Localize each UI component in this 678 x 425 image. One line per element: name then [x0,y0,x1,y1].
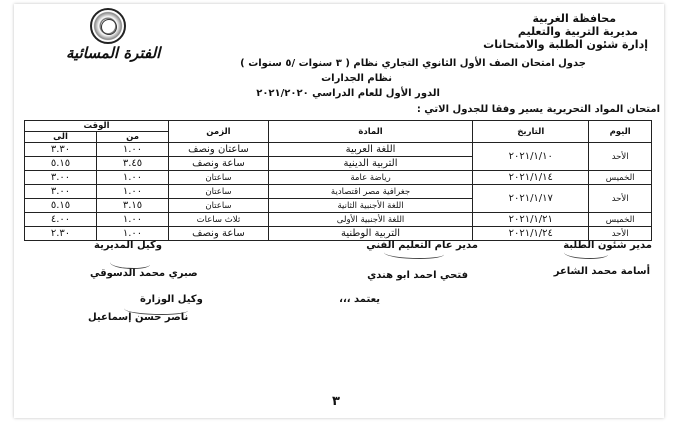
table-row [25,143,652,157]
header-to: الى [25,132,97,143]
to-cell: ٥.١٥ [25,157,97,171]
to-cell: ٣.٣٠ [25,143,97,157]
department-label: إدارة شئون الطلبة والامتحانات [483,38,648,51]
subject-cell: اللغة الأجنبية الأولى [268,213,472,227]
shift-label: الفترة المسائية [66,44,161,62]
subject-cell: التربية الدينية [268,157,472,171]
day-cell: الخميس [589,213,652,227]
students-director-name: أسامة محمد الشاعر [553,266,650,277]
directorate-deputy-name: صبري محمد الدسوقي [90,268,198,279]
duration-cell: ساعتان [169,185,269,199]
from-cell: ١.٠٠ [97,213,169,227]
day-cell: الأحد [589,143,652,171]
year-title: الدور الأول للعام الدراسي ٢٠٢١/٢٠٢٠ [256,88,440,99]
governorate-label: محافظة الغربية [532,12,616,25]
subject-cell: رياضة عامة [268,171,472,185]
table-row [25,227,652,241]
from-cell: ١.٠٠ [97,227,169,241]
technical-director-name: فتحي احمد ابو هندي [367,270,468,281]
technical-director-title: مدير عام التعليم الفني [366,240,478,251]
intro-text: امتحان المواد التحريرية يسير وفقا للجدول الاتي : [416,104,660,115]
date-cell: ٢٠٢١/١/١٠ [473,143,589,171]
header-from: من [97,132,169,143]
students-director-title: مدير شئون الطلبة [563,240,652,251]
header-day: اليوم [589,121,652,143]
header-subject: المادة [268,121,472,143]
to-cell: ٢.٣٠ [25,227,97,241]
table-row [25,185,652,199]
document-page [14,4,664,418]
duration-cell: ساعتان [169,199,269,213]
to-cell: ٣.٠٠ [25,185,97,199]
from-cell: ١.٠٠ [97,171,169,185]
day-cell: الأحد [589,185,652,213]
table-row [25,171,652,185]
date-cell: ٢٠٢١/١/٢١ [473,213,589,227]
header-time: الوقت [25,121,169,132]
from-cell: ٣.١٥ [97,199,169,213]
duration-cell: ساعتان [169,171,269,185]
table-row [25,213,652,227]
duration-cell: ثلاث ساعات [169,213,269,227]
subject-cell: اللغة العربية [268,143,472,157]
duration-cell: ساعة ونصف [169,227,269,241]
subject-cell: جغرافية مصر اقتصادية [268,185,472,199]
ministry-deputy-title: وكيل الوزارة [140,294,203,305]
date-cell: ٢٠٢١/١/٢٤ [473,227,589,241]
to-cell: ٣.٠٠ [25,171,97,185]
duration-cell: ساعتان ونصف [169,143,269,157]
from-cell: ١.٠٠ [97,143,169,157]
page-number: ٣ [332,394,340,409]
directorate-label: مديرية التربية والتعليم [517,25,638,38]
to-cell: ٥.١٥ [25,199,97,213]
header-date: التاريخ [473,121,589,143]
ministry-deputy-name: ناصر حسن إسماعيل [88,312,189,323]
approve-label: يعتمد ،،، [339,294,380,305]
emblem-icon [90,8,126,44]
system-title: نظام الجدارات [321,73,392,84]
subject-cell: التربية الوطنية [268,227,472,241]
date-cell: ٢٠٢١/١/١٤ [473,171,589,185]
header-duration: الزمن [169,121,269,143]
directorate-deputy-title: وكيل المديرية [94,240,162,251]
subject-cell: اللغة الأجنبية الثانية [268,199,472,213]
signature-mark [564,248,608,259]
from-cell: ١.٠٠ [97,185,169,199]
day-cell: الأحد [589,227,652,241]
from-cell: ٣.٤٥ [97,157,169,171]
to-cell: ٤.٠٠ [25,213,97,227]
date-cell: ٢٠٢١/١/١٧ [473,185,589,213]
exam-title: جدول امتحان الصف الأول الثانوي التجاري نظام ( ٣ سنوات /٥ سنوات ) [240,58,586,69]
duration-cell: ساعة ونصف [169,157,269,171]
exam-schedule-table [24,120,652,241]
day-cell: الخميس [589,171,652,185]
signature-mark [384,248,444,259]
